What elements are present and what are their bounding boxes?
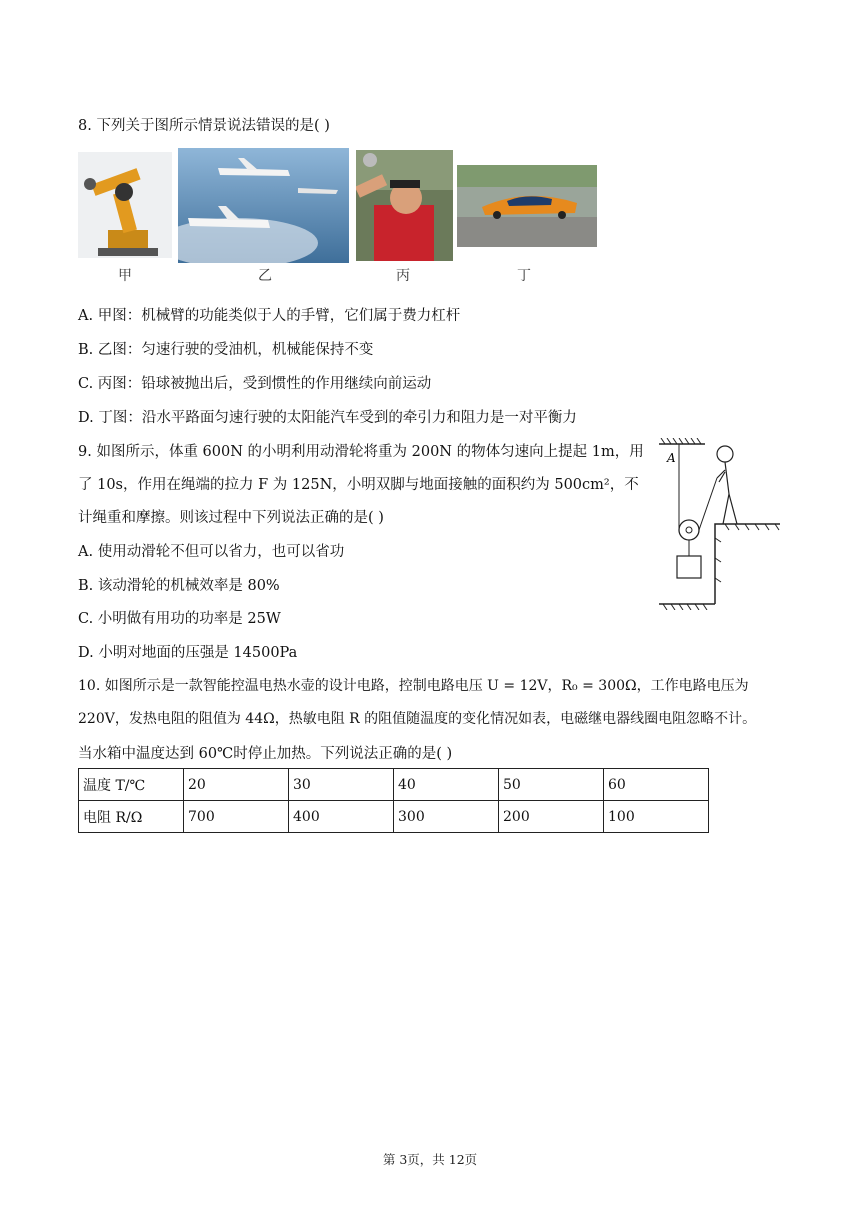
q8-option-b: B. 乙图：匀速行驶的受油机，机械能保持不变 [78, 342, 374, 358]
shot-put-image [356, 150, 453, 261]
table-cell: 100 [604, 801, 709, 833]
caption-ding: 丁 [517, 268, 531, 284]
pulley-figure [655, 438, 780, 610]
table-cell: 温度 T/℃ [79, 769, 184, 801]
table-cell: 30 [289, 769, 394, 801]
table-cell: 700 [184, 801, 289, 833]
table-cell: 200 [499, 801, 604, 833]
q9-line-3: 计绳重和摩擦。则该过程中下列说法正确的是( ) [78, 510, 384, 526]
caption-yi: 乙 [258, 268, 272, 284]
resistance-table [78, 768, 709, 833]
table-cell: 电阻 R/Ω [79, 801, 184, 833]
q10-line-1: 10. 如图所示是一款智能控温电热水壶的设计电路，控制电路电压 U = 12V，R₀ = 300Ω，工作电路电压为 [78, 678, 749, 694]
table-cell: 50 [499, 769, 604, 801]
q10-line-3: 当水箱中温度达到 60℃时停止加热。下列说法正确的是( ) [78, 746, 453, 762]
q9-option-c: C. 小明做有用功的功率是 25W [78, 611, 281, 627]
table-row [79, 769, 709, 801]
q9-line-1: 9. 如图所示，体重 600N 的小明利用动滑轮将重为 200N 的物体匀速向上提起 1m，用 [78, 444, 644, 460]
q9-option-d: D. 小明对地面的压强是 14500Pa [78, 645, 298, 661]
solar-car-image [457, 165, 597, 247]
table-cell: 300 [394, 801, 499, 833]
q10-line-2: 220V，发热电阻的阻值为 44Ω，热敏电阻 R 的阻值随温度的变化情况如表，电磁继电器线圈电阻忽略不计。 [78, 711, 757, 727]
robot-arm-image [78, 152, 172, 258]
table-cell: 400 [289, 801, 394, 833]
caption-jia: 甲 [118, 268, 132, 284]
q9-option-b: B. 该动滑轮的机械效率是 80% [78, 578, 280, 594]
table-cell: 40 [394, 769, 499, 801]
page-footer: 第 3页，共 12页 [382, 1152, 478, 1167]
point-a-label: A [667, 451, 676, 465]
aircraft-refuel-image [178, 148, 349, 263]
table-cell: 20 [184, 769, 289, 801]
caption-bing: 丙 [396, 268, 410, 284]
table-cell: 60 [604, 769, 709, 801]
q8-option-a: A. 甲图：机械臂的功能类似于人的手臂，它们属于费力杠杆 [78, 308, 461, 324]
q8-stem: 8. 下列关于图所示情景说法错误的是( ) [78, 118, 330, 134]
q9-line-2: 了 10s，作用在绳端的拉力 F 为 125N，小明双脚与地面接触的面积约为 500cm²，不 [78, 477, 639, 493]
q8-option-d: D. 丁图：沿水平路面匀速行驶的太阳能汽车受到的牵引力和阻力是一对平衡力 [78, 410, 577, 426]
q9-option-a: A. 使用动滑轮不但可以省力，也可以省功 [78, 544, 345, 560]
q8-option-c: C. 丙图：铅球被抛出后，受到惯性的作用继续向前运动 [78, 376, 432, 392]
table-row [79, 801, 709, 833]
